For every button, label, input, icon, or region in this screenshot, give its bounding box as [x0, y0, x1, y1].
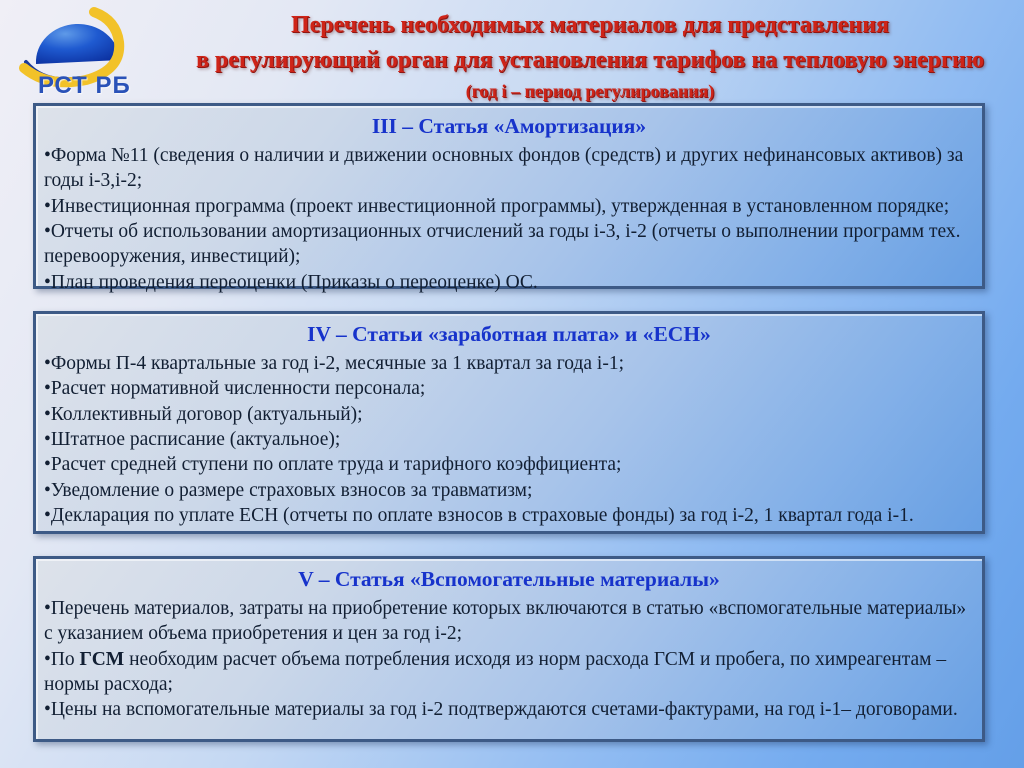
bullet-item: •Формы П-4 квартальные за год i-2, месячные за 1 квартал за года i-1; [44, 352, 625, 374]
section-box-amortization [33, 103, 985, 293]
slide-title [170, 8, 1010, 104]
section-box-aux-materials [33, 556, 985, 742]
logo-caption: РСТ РБ [38, 72, 131, 99]
bullet-gsm-prefix: •По [44, 648, 80, 670]
section-heading: III – Статья «Амортизация» [371, 114, 647, 138]
section-box-salary-esn [33, 311, 985, 534]
bullet-item: •Декларация по уплате ЕСН (отчеты по оплате взносов в страховые фонды) за год i-2, 1 квартал года i-1. [44, 504, 914, 526]
bullet-gsm-rest: необходим расчет объема потребления исходя из норм расхода ГСМ и пробега, по химреагентам – нормы расхода; [44, 648, 947, 695]
title-line-1: Перечень необходимых материалов для представления [290, 12, 890, 38]
bullet-item: •Перечень материалов, затраты на приобретение которых включаются в статью «вспомогательные материалы» с указанием объема приобретения и цен за год i-2; [44, 597, 967, 645]
bullet-item: •Коллективный договор (актуальный); [44, 403, 363, 425]
rst-rb-logo [14, 6, 164, 102]
title-line-3: (год i – период регулирования) [465, 80, 715, 101]
bullet-item: •Расчет средней ступени по оплате труда и тарифного коэффициента; [44, 454, 622, 476]
bullet-item-gsm [44, 647, 974, 698]
bullet-item: •Форма №11 (сведения о наличии и движении основных фондов (средств) и других нефинансовых активов) за годы i-3,i-2; [44, 144, 964, 192]
bullet-item: •Отчеты об использовании амортизационных отчислений за годы i-3, i-2 (отчеты о выполнении программ тех. перевооружения, инвестиций); [44, 220, 961, 268]
bullet-item: •Цены на вспомогательные материалы за год i-2 подтверждаются счетами-фактурами, на год i-1– договорами. [44, 699, 958, 721]
bullet-item: •Расчет нормативной численности персонала; [44, 378, 426, 400]
bullet-item: •Инвестиционная программа (проект инвестиционной программы), утвержденная в установленном порядке; [44, 195, 950, 217]
bullet-item: •План проведения переоценки (Приказы о переоценке) ОС. [44, 271, 538, 293]
title-line-2: в регулирующий орган для установления тарифов на тепловую энергию [195, 46, 985, 73]
section-heading: V – Статья «Вспомогательные материалы» [298, 567, 720, 591]
bullet-item: •Штатное расписание (актуальное); [44, 428, 341, 450]
bullet-gsm-bold: ГСМ [79, 648, 125, 670]
bullet-item: •Уведомление о размере страховых взносов за травматизм; [44, 479, 533, 501]
section-heading: IV – Статьи «заработная плата» и «ЕСН» [307, 322, 711, 346]
